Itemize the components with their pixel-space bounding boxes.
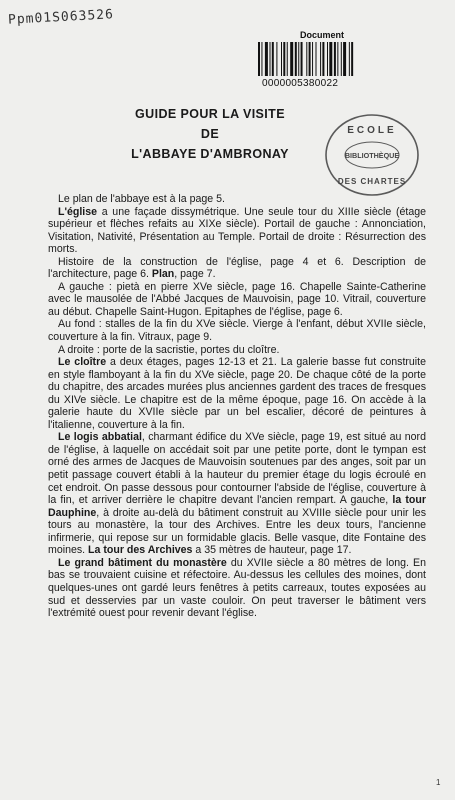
paragraph-eglise: L'église a une façade dissymétrique. Une seule tour du XIIIe siècle (étage supérieur et flèches refaits au XIXe siècle). Portail de gauche : Annonciation, Visitation, Nativité, Présentation au Temple. Portail de droite : Résurrection des morts. xyxy=(48,205,426,256)
paragraph-grand-batiment: Le grand bâtiment du monastère du XVIIe siècle a 80 mètres de long. En bas se trouvaient cuisine et réfectoire. Au-dessus les cellules des moines, dont quelques-unes ont gardé leurs fenêtres à petits carreaux, toutes exposées au sud et desservies par un vaste couloir. On peut traverser le bâtiment vers l'extrémité ouest pour revenir devant l'église. xyxy=(48,556,426,620)
paragraph-a-droite: A droite : porte de la sacristie, portes du cloître. xyxy=(58,343,280,356)
paragraph-logis-abbatial: Le logis abbatial, charmant édifice du XVe siècle, page 19, est situé au nord de l'église, à laquelle on accédait soit par une petite porte, dont le tympan est orné des armes de Jacques de Mauvoisin soutenues par des anges, soit par un petit passage couvert établi à la hauteur du premier étage du logis écroulé en cet endroit. On passe dessous pour contourner l'abside de l'église, couverture à la fin, et arriver derrière le chapitre devant l'ancien rempart. A gauche, la tour Dauphine, à droite au-delà du bâtiment construit au XVIIIe siècle pour unir les tours au monastère, la tour des Archives. Entre les deux tours, l'ancienne infirmerie, qui repose sur un formidable glacis. Belle vasque, dite Fontaine des moines. La tour des Archives a 35 mètres de hauteur, page 17. xyxy=(48,431,426,557)
title-line-1: GUIDE POUR LA VISITE xyxy=(135,107,285,121)
title-line-2: DE xyxy=(200,127,220,141)
page-number: 1 xyxy=(436,778,441,787)
barcode-number: 0000005380022 xyxy=(262,78,339,89)
paragraph-au-fond: Au fond : stalles de la fin du XVe siècle. Vierge à l'enfant, début XVIIe siècle, couverture à la fin. Vitraux, page 9. xyxy=(48,318,426,344)
body-text xyxy=(48,193,426,620)
stamp-bottom-text: DES CHARTES xyxy=(337,177,407,186)
handwritten-reference: Ppm01S063526 xyxy=(7,7,115,28)
paragraph-cloitre: Le cloître a deux étages, pages 12-13 et 21. La galerie basse fut construite en style flamboyant à la fin du XVe siècle, page 20. De chaque côté de la porte du chapitre, des arcades murées plus anciennes gardent des traces de fresques du XIVe siècle. Le chapitre est de la même époque, page 16. On accède à la galerie haute du XVIIe siècle par un bel escalier, décoré de peintures à l'italienne, couverture à la fin. xyxy=(48,356,426,431)
library-stamp xyxy=(322,110,422,200)
barcode xyxy=(258,42,382,76)
paragraph-a-gauche: A gauche : pietà en pierre XVe siècle, page 16. Chapelle Sainte-Catherine avec le mausolée de l'Abbé Jacques de Mauvoisin, page 10. Vitrail, couverture au début. Chapelle Saint-Hugon. Epitaphes de l'église, page 6. xyxy=(48,280,426,318)
stamp-top-text: ECOLE xyxy=(347,125,397,136)
page-title xyxy=(90,104,330,164)
title-line-3: L'ABBAYE D'AMBRONAY xyxy=(131,147,289,161)
barcode-label: Document xyxy=(300,30,345,40)
paragraph-histoire: Histoire de la construction de l'église, page 4 et 6. Description de l'architecture, page 6. Plan, page 7. xyxy=(48,255,426,281)
stamp-middle-text: BIBLIOTHÈQUE xyxy=(344,151,400,160)
paragraph-plan-intro: Le plan de l'abbaye est à la page 5. xyxy=(58,193,225,205)
